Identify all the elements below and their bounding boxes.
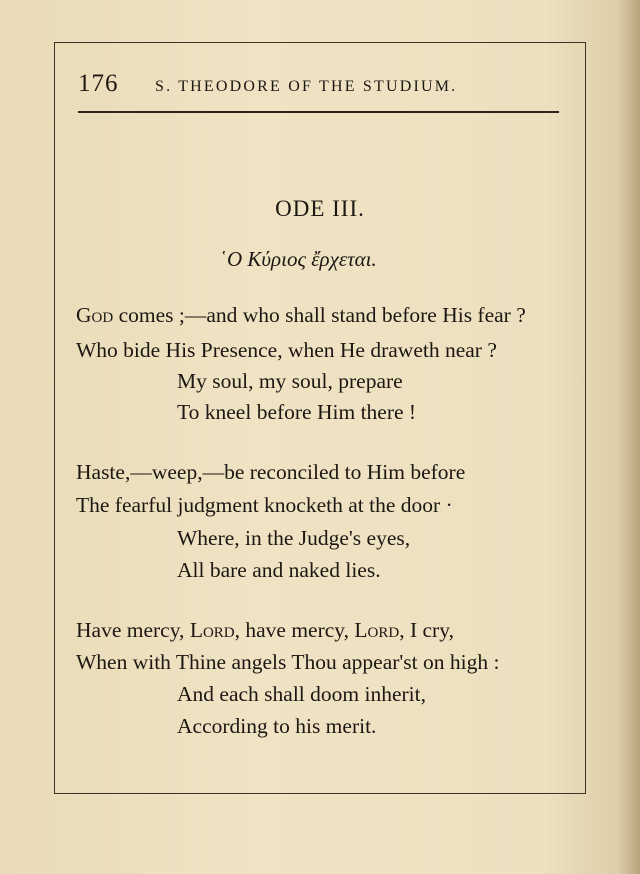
- stanza-3-line-1: [76, 620, 454, 642]
- stanza-1-line-3: My soul, my soul, prepare: [177, 369, 403, 393]
- greek-epigraph: ῾Ο Κύριος ἔρχεται.: [220, 247, 377, 271]
- stanza-3-line-4: According to his merit.: [177, 714, 377, 738]
- stanza-2-line-2: The fearful judgment knocketh at the door ·: [76, 493, 453, 517]
- small-caps-lord: Lord: [354, 618, 400, 642]
- page-edge-shadow: [618, 0, 640, 874]
- line-text: , I cry,: [399, 618, 454, 642]
- small-caps-god: God: [76, 303, 114, 327]
- line-text: Have mercy,: [76, 618, 190, 642]
- page-number: 176: [78, 70, 119, 97]
- stanza-3-line-3: And each shall doom inherit,: [177, 682, 426, 706]
- stanza-2-line-3: Where, in the Judge's eyes,: [177, 526, 411, 550]
- stanza-1-line-2: Who bide His Presence, when He draweth near ?: [76, 338, 497, 362]
- running-head: S. THEODORE OF THE STUDIUM.: [155, 78, 458, 95]
- stanza-2-line-4: All bare and naked lies.: [177, 558, 381, 582]
- ode-title: ODE III.: [275, 196, 365, 221]
- stanza-2-line-1: Haste,—weep,—be reconciled to Him before: [76, 460, 466, 484]
- line-text: comes ;—and who shall stand before His fear ?: [113, 303, 526, 327]
- stanza-1-line-4: To kneel before Him there !: [177, 400, 417, 424]
- stanza-1-line-1: [76, 305, 526, 327]
- small-caps-lord: Lord: [189, 618, 235, 642]
- header-rule: [78, 111, 559, 113]
- stanza-3-line-2: When with Thine angels Thou appear'st on high :: [76, 650, 500, 674]
- line-text: , have mercy,: [234, 618, 355, 642]
